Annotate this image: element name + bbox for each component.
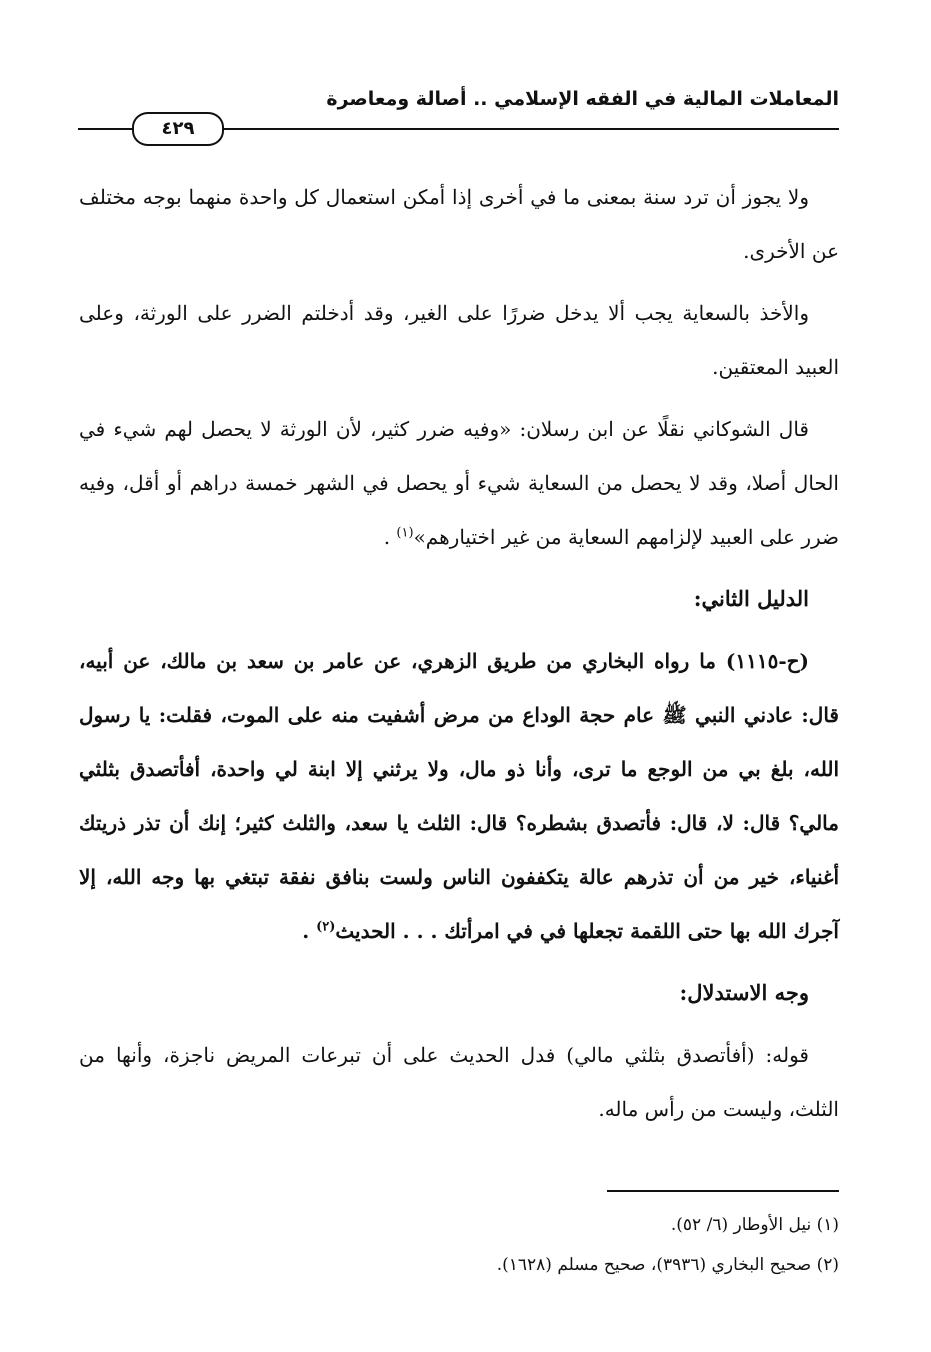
footnote-marker-1: (١) [396,525,414,541]
footnote-1: (١) نيل الأوطار (٦/ ٥٢). [670,1215,839,1235]
paragraph-3 [79,402,839,564]
paragraph-5: قوله: (أفأتصدق بثلثي مالي) فدل الحديث على أن تبرعات المريض ناجزة، وأنها من الثلث، وليست من رأس ماله. [79,1043,839,1121]
section-heading-inference: وجه الاستدلال: [679,980,809,1005]
paragraph-1: ولا يجوز أن ترد سنة بمعنى ما في أخرى إذا أمكن استعمال كل واحدة منهما بوجه مختلف عن الأخرى. [79,185,839,263]
hadith-text: (ح-١١١٥) ما رواه البخاري من طريق الزهري، عن عامر بن سعد بن مالك، عن أبيه، قال: عادني النبي ﷺ عام حجة الوداع من مرض أشفيت منه على الموت، فقلت: يا رسول الله، بلغ بي من الوجع ما ترى، وأنا ذو مال، ولا يرثني إلا ابنة لي واحدة، أفأتصدق بثلثي مالي؟ قال: لا، قال: فأتصدق بشطره؟ قال: الثلث يا سعد، والثلث كثير؛ إنك أن تذر ذريتك أغنياء، خير من أن تذرهم عالة يتكففون الناس ولست بنافق نفقة تبتغي بها وجه الله، إلا آجرك الله بها حتى اللقمة تجعلها في في امرأتك . . . الحديث [79,649,839,943]
paragraph-3-text: قال الشوكاني نقلًا عن ابن رسلان: «وفيه ضرر كثير، لأن الورثة لا يحصل لهم شيء في الحال أصلا، وقد لا يحصل من السعاية شيء أو يحصل في الشهر خمسة دراهم أو أقل، وفيه ضرر على العبيد لإلزامهم السعاية من غير اختيارهم» [79,417,839,549]
hadith-paragraph [79,634,839,958]
paragraph-2: والأخذ بالسعاية يجب ألا يدخل ضررًا على الغير، وقد أدخلتم الضرر على الورثة، وعلى العبيد المعتقين. [79,301,839,379]
section-heading-second-evidence: الدليل الثاني: [693,586,809,611]
main-text [79,170,839,1144]
paragraph-3-end: . [383,525,391,549]
footnote-marker-2: (٢) [316,919,336,935]
running-head-title: المعاملات المالية في الفقه الإسلامي .. أصالة ومعاصرة [326,88,839,110]
hadith-end: . [302,919,310,943]
footnote-2: (٢) صحيح البخاري (٣٩٣٦)، صحيح مسلم (١٦٢٨). [496,1255,839,1275]
footnotes [79,1205,839,1285]
footnote-rule [607,1190,839,1192]
page-number: ٤٢٩ [132,112,224,146]
